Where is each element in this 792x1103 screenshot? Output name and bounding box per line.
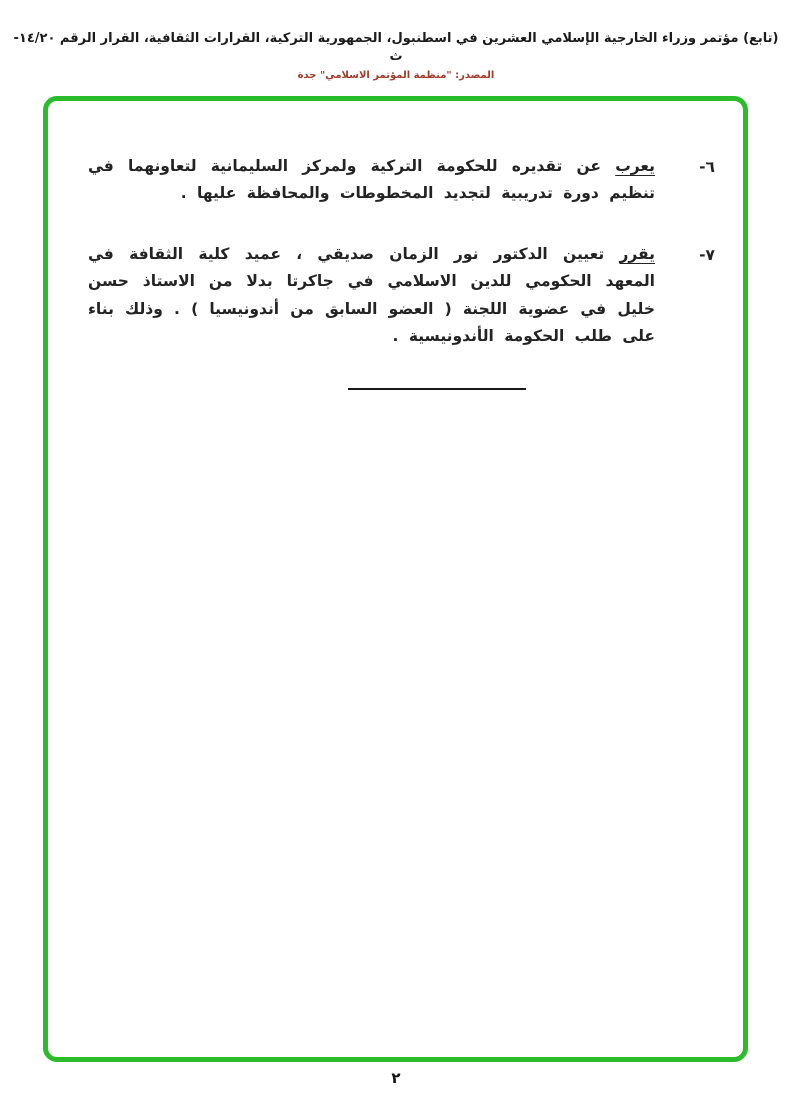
header-source-line: المصدر: "منظمة المؤتمر الاسلامي" جدة — [297, 70, 495, 82]
clause-body-text: عن تقديره للحكومة التركية ولمركز السليمانية لتعاونهما في تنظيم دورة تدريبية لتجديد المخطوطات والمحافظة عليها . — [88, 157, 655, 203]
document-header — [10, 30, 782, 81]
clause-text — [88, 153, 655, 207]
resolution-clause-7 — [88, 241, 715, 350]
resolution-clause-6 — [88, 153, 715, 207]
clause-lead-word: يعرب — [615, 157, 655, 175]
clause-body-text: تعيين الدكتور نور الزمان صديقي ، عميد كلية الثقافة في المعهد الحكومي للدين الاسلامي في جاكرتا بدلا من الاستاذ حسن خليل في عضوية اللجنة ( العضو السابق من أندونيسيا ) . وذلك بناء على طلب الحكومة الأندونيسية . — [88, 245, 655, 345]
clause-number: ٧- — [699, 246, 715, 265]
header-title: (تابع) مؤتمر وزراء الخارجية الإسلامي العشرين في اسطنبول، الجمهورية التركية، القرارات الثقافية، القرار الرقم ١٤/٢٠-ث — [13, 31, 779, 65]
clause-text — [88, 241, 655, 350]
clause-number: ٦- — [699, 158, 715, 176]
end-of-text-divider — [348, 388, 526, 390]
clause-lead-word: يقرر — [619, 245, 655, 264]
scan-highlight-frame — [43, 96, 748, 1062]
page-number: ٢ — [391, 1069, 401, 1087]
resolution-body — [88, 153, 715, 390]
